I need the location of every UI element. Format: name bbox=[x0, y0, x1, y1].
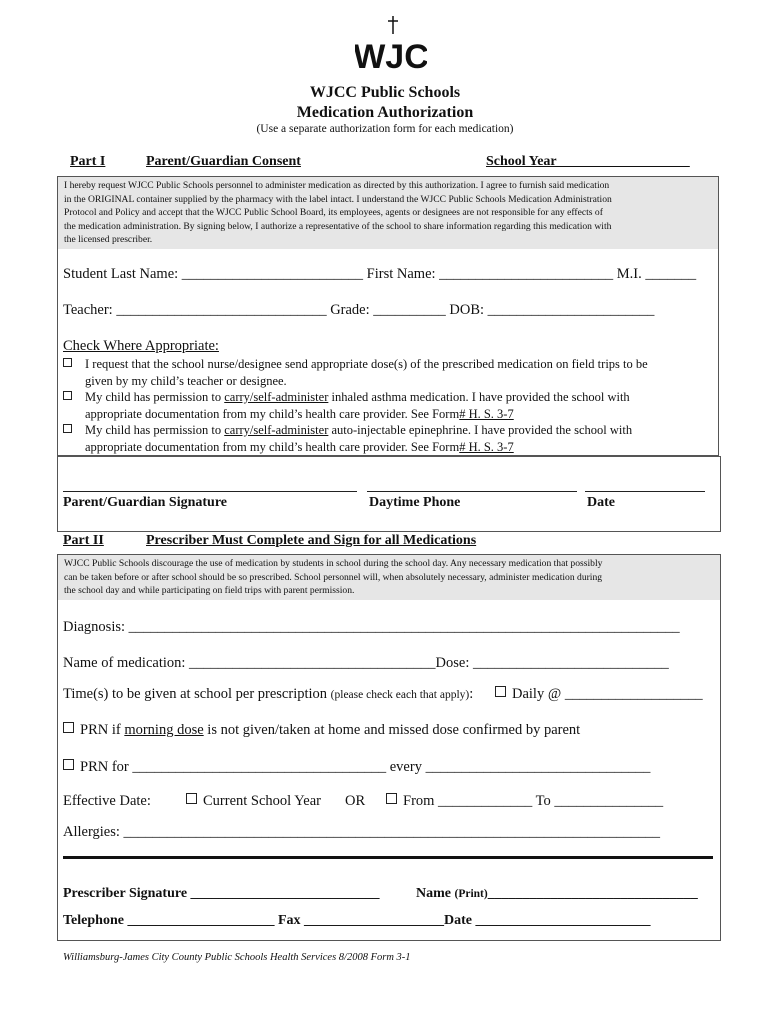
parent-date-line[interactable] bbox=[585, 491, 705, 492]
svg-text:WJC: WJC bbox=[355, 38, 427, 76]
footer-text: Williamsburg-James City County Public Schools Health Services 8/2008 Form 3-1 bbox=[63, 952, 411, 963]
part1-label: Part I bbox=[70, 154, 106, 169]
check-epinephrine-text: My child has permission to carry/self-administer auto-injectable epinephrine. I have provided the school with appropriate documentation from my child’s health care provider. See Form# H. S. 3-7 bbox=[85, 423, 633, 454]
school-year-field[interactable]: School Year___________________ bbox=[486, 154, 690, 169]
part2-label: Part II bbox=[63, 533, 104, 548]
prescriber-info: WJCC Public Schools discourage the use of medication by students in school during the school day. Any necessary medication that possibly can be taken before or after school should be so prescribed. School personnel will, when absolutely necessary, administer medication during the school day and while participating on field trips with parent permission. bbox=[58, 555, 720, 600]
part1-heading: Parent/Guardian Consent bbox=[146, 154, 301, 169]
parent-signature-label: Parent/Guardian Signature bbox=[63, 495, 228, 510]
teacher-grade-dob-fields[interactable]: Teacher: _____________________________ Grade: __________ DOB: _______________________ bbox=[63, 302, 655, 318]
check-field-trip-text: I request that the school nurse/designee send appropriate dose(s) of the prescribed medication on field trips to be given by my child’s teacher or designee. bbox=[85, 357, 648, 388]
consent-statement: I hereby request WJCC Public Schools personnel to administer medication as directed by this authorization. I agree to furnish said medication in the ORIGINAL container supplied by the pharmacy with the label intact. I understand the WJCC Public Schools Medication Administration Protocol and Policy and accept that the WJCC Public School Board, its employees, agents or designees are not responsible for any effects of the medication administration. By signing below, I authorize a representative of the school to share information regarding this medication with the licensed prescriber. bbox=[58, 177, 718, 249]
prescriber-signature-field[interactable]: Prescriber Signature ___________________________ bbox=[63, 886, 380, 901]
check-asthma bbox=[63, 389, 72, 406]
check-heading: Check Where Appropriate: bbox=[63, 338, 219, 354]
wjc-logo bbox=[355, 14, 427, 76]
parent-signature-line[interactable] bbox=[63, 491, 357, 492]
check-epinephrine bbox=[63, 422, 72, 439]
checkbox-icon[interactable] bbox=[63, 722, 74, 733]
checkbox-icon[interactable] bbox=[63, 759, 74, 770]
part2-box bbox=[57, 554, 721, 941]
effective-or: OR bbox=[345, 793, 366, 809]
effective-date-label: Effective Date: bbox=[63, 793, 151, 809]
check-asthma-text: My child has permission to carry/self-administer inhaled asthma medication. I have provided the school with appropriate documentation from my child’s health care provider. See Form# H. S. 3-7 bbox=[85, 390, 630, 421]
checkbox-icon[interactable] bbox=[186, 793, 197, 804]
student-name-fields[interactable]: Student Last Name: _________________________ First Name: ________________________ M.I. _______ bbox=[63, 266, 697, 282]
parent-signature-box bbox=[57, 456, 721, 532]
checkbox-icon[interactable] bbox=[63, 391, 72, 400]
form-note: (Use a separate authorization form for each medication) bbox=[256, 123, 514, 135]
part2-heading: Prescriber Must Complete and Sign for all Medications bbox=[146, 533, 477, 548]
prescriber-name-field[interactable]: Name (Print)______________________________ bbox=[416, 886, 698, 901]
allergies-field[interactable]: Allergies: __________________________________________________________________________ bbox=[63, 824, 661, 840]
daytime-phone-label: Daytime Phone bbox=[369, 495, 461, 510]
from-to-option[interactable]: From _____________ To _______________ bbox=[386, 793, 663, 810]
telephone-fax-date-fields[interactable]: Telephone _____________________ Fax ____________________Date _________________________ bbox=[63, 913, 651, 928]
prn-for-option[interactable]: PRN for ___________________________________ every _______________________________ bbox=[63, 759, 650, 776]
times-row: Time(s) to be given at school per prescription (please check each that apply): bbox=[63, 686, 474, 702]
checkbox-icon[interactable] bbox=[63, 358, 72, 367]
medication-dose-field[interactable]: Name of medication: __________________________________Dose: ___________________________ bbox=[63, 655, 669, 671]
current-school-year-option[interactable]: Current School Year bbox=[186, 793, 321, 810]
prn-morning-option[interactable]: PRN if morning dose is not given/taken at home and missed dose confirmed by parent bbox=[63, 722, 580, 739]
checkbox-icon[interactable] bbox=[495, 686, 506, 697]
checkbox-icon[interactable] bbox=[386, 793, 397, 804]
daily-option[interactable]: Daily @ ___________________ bbox=[495, 686, 703, 703]
daytime-phone-line[interactable] bbox=[367, 491, 577, 492]
diagnosis-field[interactable]: Diagnosis: ____________________________________________________________________________ bbox=[63, 619, 680, 635]
form-title: Medication Authorization bbox=[296, 104, 474, 121]
check-field-trip bbox=[63, 356, 72, 373]
section-divider bbox=[63, 856, 713, 859]
parent-date-label: Date bbox=[587, 495, 615, 510]
school-name: WJCC Public Schools bbox=[309, 84, 461, 101]
checkbox-icon[interactable] bbox=[63, 424, 72, 433]
